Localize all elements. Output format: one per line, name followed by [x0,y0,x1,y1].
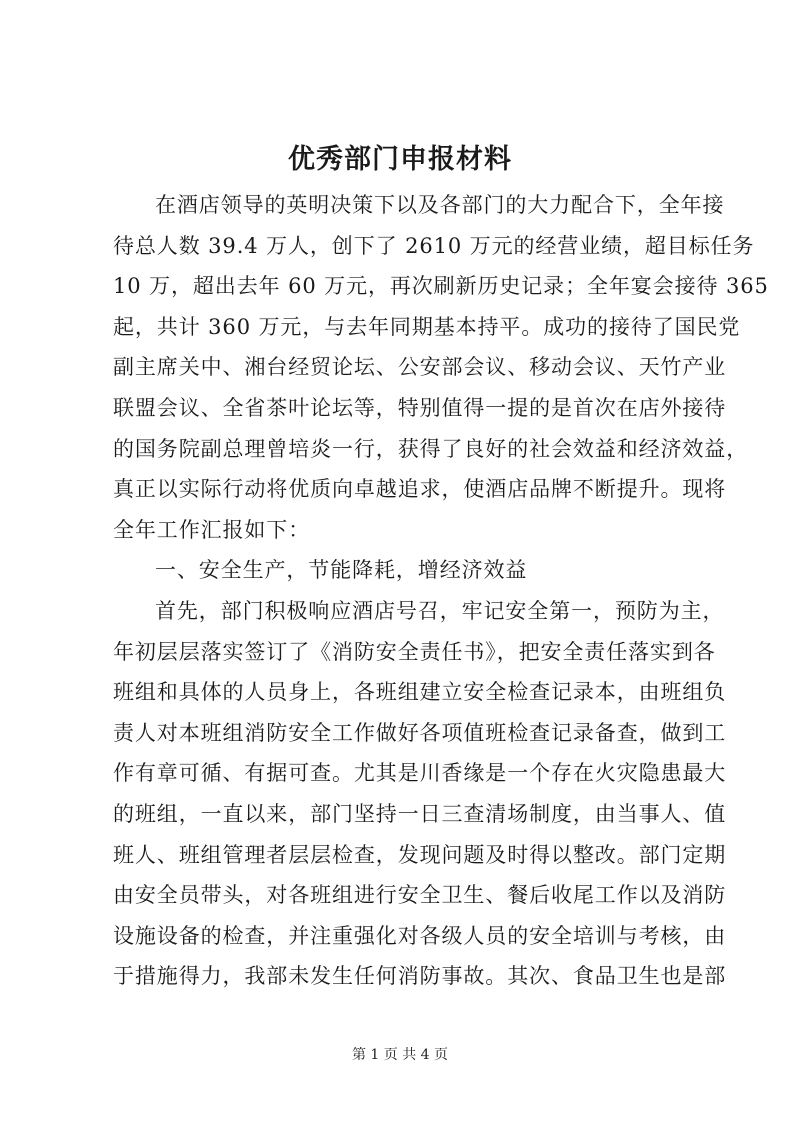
text-line: 班人、班组管理者层层检查，发现问题及时得以整改。部门定期 [113,842,727,867]
document-body [113,185,769,997]
text-line: 年初层层落实签订了《消防安全责任书》，把安全责任落实到各 [113,639,716,664]
page-title: 优秀部门申报材料 [288,144,512,175]
text-line: 于措施得力，我部未发生任何消防事故。其次、食品卫生也是部 [113,964,727,989]
text-line: 责人对本班组消防安全工作做好各项值班检查记录备查，做到工 [113,720,727,745]
page-footer: 第 1 页 共 4 页 [351,1047,449,1063]
text-line: 在酒店领导的英明决策下以及各部门的大力配合下，全年接 [155,193,725,217]
text-line: 由安全员带头，对各班组进行安全卫生、餐后收尾工作以及消防 [113,883,727,908]
text-line: 真正以实际行动将优质向卓越追求，使酒店品牌不断提升。现将 [113,477,727,502]
text-line: 副主席关中、湘台经贸论坛、公安部会议、移动会议、天竹产业 [113,355,727,380]
text-line: 的国务院副总理曾培炎一行，获得了良好的社会效益和经济效益， [113,436,749,461]
text-line: 待总人数 39.4 万人，创下了 2610 万元的经营业绩，超目标任务 [113,233,755,258]
text-line: 班组和具体的人员身上，各班组建立安全检查记录本，由班组负 [113,680,727,705]
text-line: 10 万，超出去年 60 万元，再次刷新历史记录；全年宴会接待 365 [113,274,769,299]
text-line: 一、安全生产，节能降耗，增经济效益 [155,558,528,583]
text-line: 起，共计 360 万元，与去年同期基本持平。成功的接待了国民党 [113,314,741,339]
text-line: 联盟会议、全省茶叶论坛等，特别值得一提的是首次在店外接待 [113,395,727,420]
text-line: 作有章可循、有据可查。尤其是川香缘是一个存在火灾隐患最大 [113,761,727,786]
text-line: 设施设备的检查，并注重强化对各级人员的安全培训与考核，由 [113,923,727,948]
text-line: 首先，部门积极响应酒店号召，牢记安全第一，预防为主， [155,598,725,623]
text-line: 的班组，一直以来，部门坚持一日三查清场制度，由当事人、值 [113,801,727,826]
text-line: 全年工作汇报如下： [113,517,311,542]
